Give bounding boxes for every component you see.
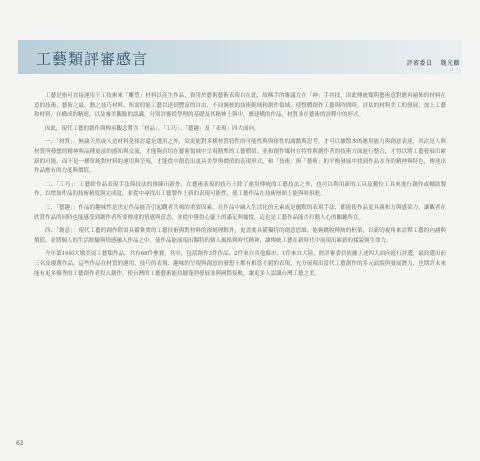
paragraph: 二、「工巧」：工藝除作品表現手法與技法的推陳出新外，在藝術表現的技巧上除了運用傳統的工藝技法之外，也可以利用新的工具及數位工具來進行創作或輔助製作，以增加作品的技術精度與完成度，並從中尋找出工藝製作上新的表現可能性，使工藝作品在技術層面上能與時俱進。 <box>34 181 446 198</box>
page-title: 工藝類評審感言 <box>36 50 149 68</box>
paragraph: 一、「材質」：無論天然或人造材料是探討還是選用之外，須更能對多種材質特性的可能性與與探性的調動與思考，才可以擴散本的應用能力與創意表達，其次是人與材質所發想的精神與品種更前的感知與交流，才能夠真切在藝術領域中呈現精準的工藝價值。並和創作媒材在特性與創作者的技術方面進行整合，才得以將工藝發展出嶄新的可能，而不是一種單純對材料的運用與呈現，才能從中創造出更具美學與價值的表現形式，和「技術」與「藝術」的平衡發展中找到作品本身的精神與特色，傳達出作品應有的力度與價值。 <box>34 139 446 175</box>
paragraph: 今年第19屆大墩美展工藝類作品，共有68件參賽，其中，包括創作3件作品、2件來自其他縣市、1件來自大陸，經評審委員依據上述四大面向進行評選，最終選出前三名及優選作品，這些作品在材質的運用、技巧的表現、趣味的呈現與創意的發想上都有相當不錯的表現，充分展現出當代工藝創作的多元面貌與發展潛力，也期許未來能有更多優秀的工藝創作者投入創作，使台灣的工藝藝術能持續蓬勃發展並與國際接軌，讓更多人認識台灣工藝之美。 <box>34 251 446 277</box>
author-byline <box>330 58 460 67</box>
paragraph: 三、「藝趣」：作品的趣味性是決定作品能否引起觀者共鳴的重要因素，在作品中融入生活化的元素或是幽默的表現手法，都能使作品更具親和力與感染力，讓觀者在欣賞作品的同時也能感受到創作者所要傳達的情感與意念，並從中獲得心靈上的滿足與愉悅，這也是工藝作品能否打動人心的關鍵所在。 <box>34 204 446 221</box>
article-body <box>34 92 446 283</box>
page-number: 62 <box>16 440 24 447</box>
paragraph: 四、「創意」：現代工藝的創作除須具備紮實的工藝技術與對材料的深刻理解外，更需要具備獨特的創意思維，能夠跳脫傳統的框架，以新的視角來詮釋工藝的內涵與價值，並將個人的生活經驗與情感融入作品之中，使作品能展現出獨特的個人風格與時代精神，讓傳統工藝在新時代中展現出嶄新的樣貌與生命力。 <box>34 228 446 244</box>
paragraph: 工藝是指可直接運用于工技術來「雕塑」材料以產生作品，資用於藝術藝術表現自在此，故稱手的審議方在「神」手其技，因此傳統類與藝術意對應再遍佈的材料在造的技術，藝術之最，動之技巧材料，所需的能工藝以達到豐富的自由，不同審核的技術範域和創作領域，使整體創作工藝與時間時，評估的材料美工的發展，加上工藝和材料，在構成的精進，以及審美觀點的認識，分別評審從學理的基礎及其精神上與中，應建構的作品，材質並在藝術的詮釋中的形式。 <box>34 93 446 119</box>
author-name: 魏光鵬 <box>440 60 460 67</box>
paragraph: 因此，現代工藝的創作與傳承觀念將含「材品」、「工巧」、「藝趣」及「表現」四大面向。 <box>45 125 260 132</box>
author-role: 評審委員 <box>406 60 433 67</box>
